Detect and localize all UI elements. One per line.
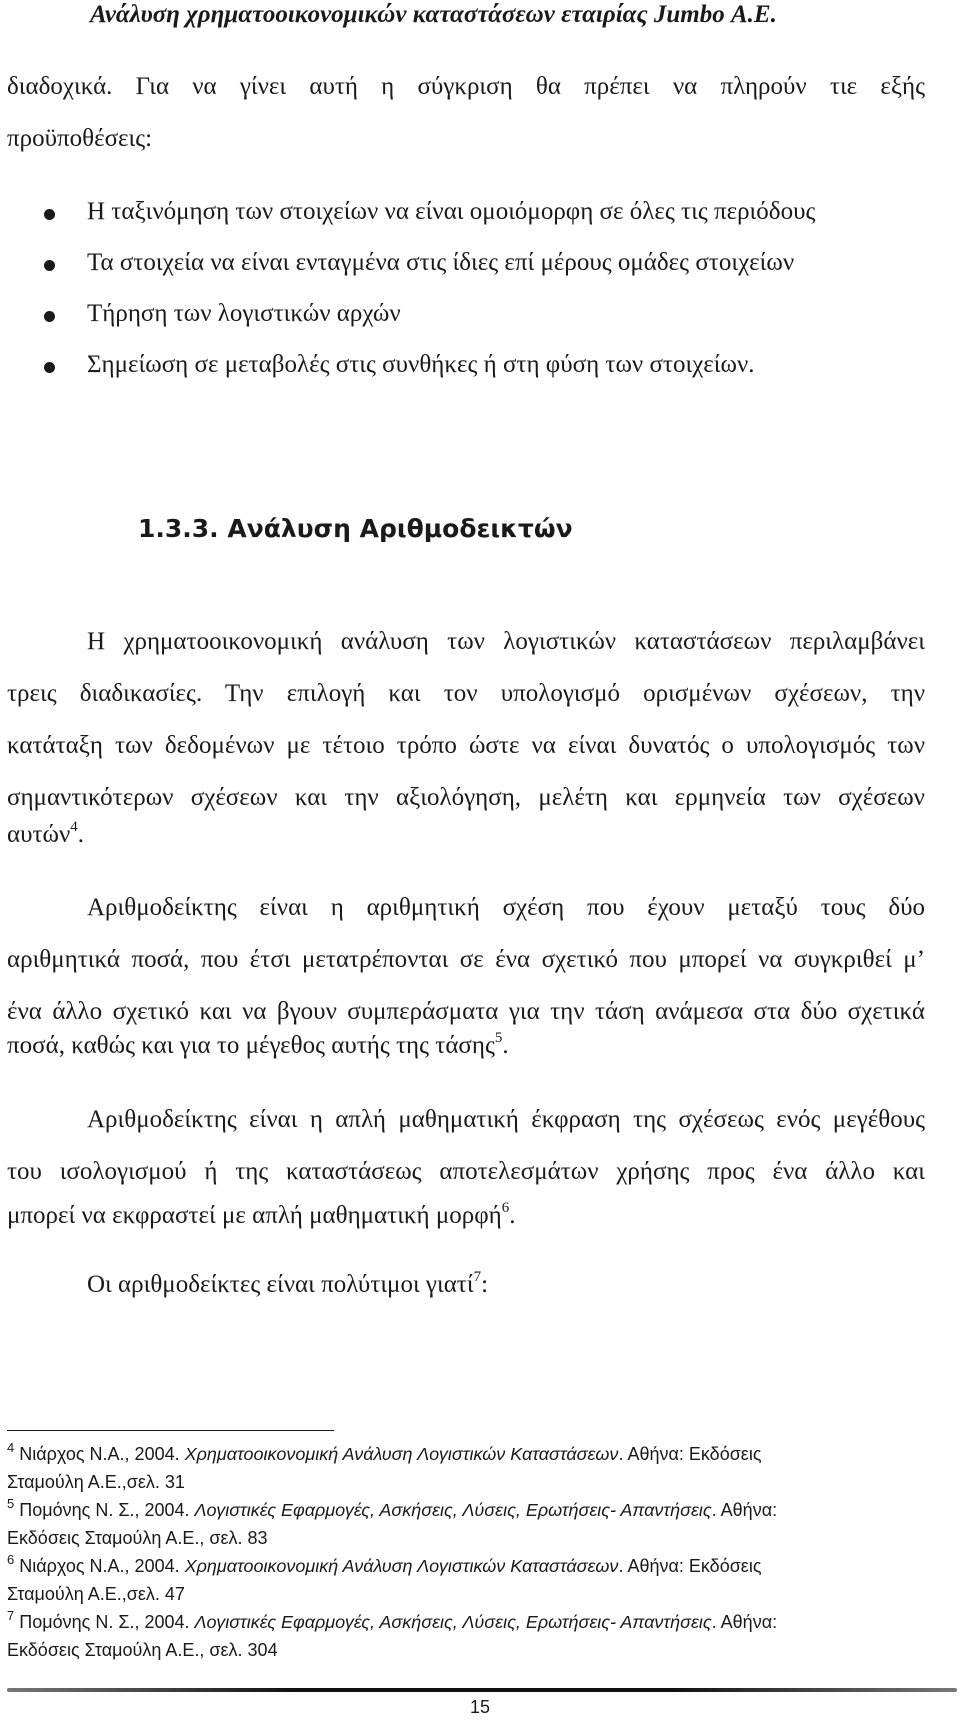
footnote-title: Χρηματοοικονομική Ανάλυση Λογιστικών Καταστάσεων [184, 1556, 619, 1576]
footnote-title: Λογιστικές Εφαρμογές, Ασκήσεις, Λύσεις, Ερωτήσεις- Απαντήσεις [194, 1612, 712, 1632]
footnote-continuation: Σταμούλη Α.Ε.,σελ. 47 [7, 1584, 185, 1604]
paragraph-text: ποσά, καθώς και για το μέγεθος αυτής της τάσης [7, 1032, 495, 1059]
section-heading: 1.3.3. Ανάλυση Αριθμοδεικτών [138, 514, 573, 543]
footnote-continuation: Εκδόσεις Σταμούλη Α.Ε., σελ. 304 [7, 1640, 278, 1660]
footnote [7, 1554, 762, 1578]
paragraph-line: Αριθμοδείκτης είναι η απλή μαθηματική έκφραση της σχέσεως ενός μεγέθους [87, 1106, 925, 1133]
paragraph-line: τρεις διαδικασίες. Την επιλογή και τον υπολογισμό ορισμένων σχέσεων, την [7, 680, 925, 707]
paragraph-line: κατάταξη των δεδομένων με τέτοιο τρόπο ώστε να είναι δυνατός ο υπολογισμός των [7, 732, 925, 759]
paragraph-text: Οι αριθμοδείκτες είναι πολύτιμοι γιατί [87, 1271, 474, 1298]
paragraph-line: αριθμητικά ποσά, που έτσι μετατρέπονται σε ένα σχετικό που μπορεί να συγκριθεί μ’ [7, 946, 925, 973]
paragraph-line [7, 1201, 515, 1231]
footnote [7, 1442, 762, 1466]
paragraph-line: ένα άλλο σχετικό και να βγουν συμπεράσματα για την τάση ανάμεσα στα δύο σχετικά [7, 998, 925, 1025]
bullet-dot-icon [44, 362, 55, 373]
footnote-publisher: . Αθήνα: [711, 1612, 778, 1632]
paragraph-line [7, 1031, 509, 1061]
punctuation: : [481, 1271, 489, 1298]
list-item-text: Η ταξινόμηση των στοιχείων να είναι ομοιόμορφη σε όλες τις περιόδους [87, 198, 816, 225]
list-item-text: Σημείωση σε μεταβολές στις συνθήκες ή στη φύση των στοιχείων. [87, 351, 755, 378]
footnote-ref[interactable]: 7 [473, 1268, 482, 1285]
footnote-ref[interactable]: 5 [494, 1029, 503, 1046]
paragraph-line: Αριθμοδείκτης είναι η αριθμητική σχέση που έχουν μεταξύ τους δύο [87, 894, 925, 921]
footnote-author: Πομόνης Ν. Σ., 2004. [19, 1612, 195, 1632]
bullet-dot-icon [44, 209, 55, 220]
punctuation: . [509, 1202, 516, 1229]
intro-line-2: προϋποθέσεις: [7, 125, 153, 152]
punctuation: . [77, 821, 85, 848]
paragraph-text: μπορεί να εκφραστεί με απλή μαθηματική μορφή [7, 1202, 502, 1229]
footnote-title: Λογιστικές Εφαρμογές, Ασκήσεις, Λύσεις, Ερωτήσεις- Απαντήσεις [194, 1500, 712, 1520]
footnote-author: Νιάρχος Ν.Α., 2004. [19, 1444, 185, 1464]
paragraph-text: αυτών [7, 821, 71, 848]
footnote-publisher: . Αθήνα: [711, 1500, 778, 1520]
footnote-number: 6 [7, 1552, 15, 1567]
list-item-text: Τήρηση των λογιστικών αρχών [87, 300, 401, 327]
footnote-author: Πομόνης Ν. Σ., 2004. [19, 1500, 195, 1520]
footnote-number: 7 [7, 1608, 15, 1623]
running-header: Ανάλυση χρηματοοικονομικών καταστάσεων εταιρίας Jumbo Α.Ε. [90, 1, 777, 28]
punctuation: . [502, 1032, 509, 1059]
paragraph-line: σημαντικότερων σχέσεων και την αξιολόγηση, μελέτη και ερμηνεία των σχέσεων [7, 784, 925, 811]
footnote-continuation: Εκδόσεις Σταμούλη Α.Ε., σελ. 83 [7, 1528, 268, 1548]
paragraph-line: Η χρηματοοικονομική ανάλυση των λογιστικών καταστάσεων περιλαμβάνει [87, 628, 925, 655]
footnote-number: 5 [7, 1496, 15, 1511]
footnote-ref[interactable]: 4 [70, 818, 78, 835]
footnote-separator [7, 1430, 334, 1431]
footnote [7, 1498, 777, 1522]
list-item-text: Τα στοιχεία να είναι ενταγμένα στις ίδιες επί μέρους ομάδες στοιχείων [87, 249, 795, 276]
footnote [7, 1610, 777, 1634]
paragraph-line: του ισολογισμού ή της καταστάσεως αποτελεσμάτων χρήσης προς ένα άλλο και [7, 1158, 925, 1185]
bullet-dot-icon [44, 311, 55, 322]
intro-line-1: διαδοχικά. Για να γίνει αυτή η σύγκριση θα πρέπει να πληρούν τιε εξής [7, 73, 925, 100]
footnote-ref[interactable]: 6 [501, 1199, 510, 1216]
footer-rule [7, 1688, 957, 1692]
footnote-publisher: . Αθήνα: Εκδόσεις [618, 1444, 762, 1464]
footnote-publisher: . Αθήνα: Εκδόσεις [618, 1556, 762, 1576]
footnote-author: Νιάρχος Ν.Α., 2004. [19, 1556, 185, 1576]
footnote-number: 4 [7, 1440, 15, 1455]
page-number: 15 [469, 1697, 491, 1717]
footnote-continuation: Σταμούλη Α.Ε.,σελ. 31 [7, 1472, 185, 1492]
paragraph-line [87, 1270, 488, 1300]
footnote-title: Χρηματοοικονομική Ανάλυση Λογιστικών Καταστάσεων [184, 1444, 619, 1464]
paragraph-line [7, 820, 84, 850]
bullet-dot-icon [44, 260, 55, 271]
